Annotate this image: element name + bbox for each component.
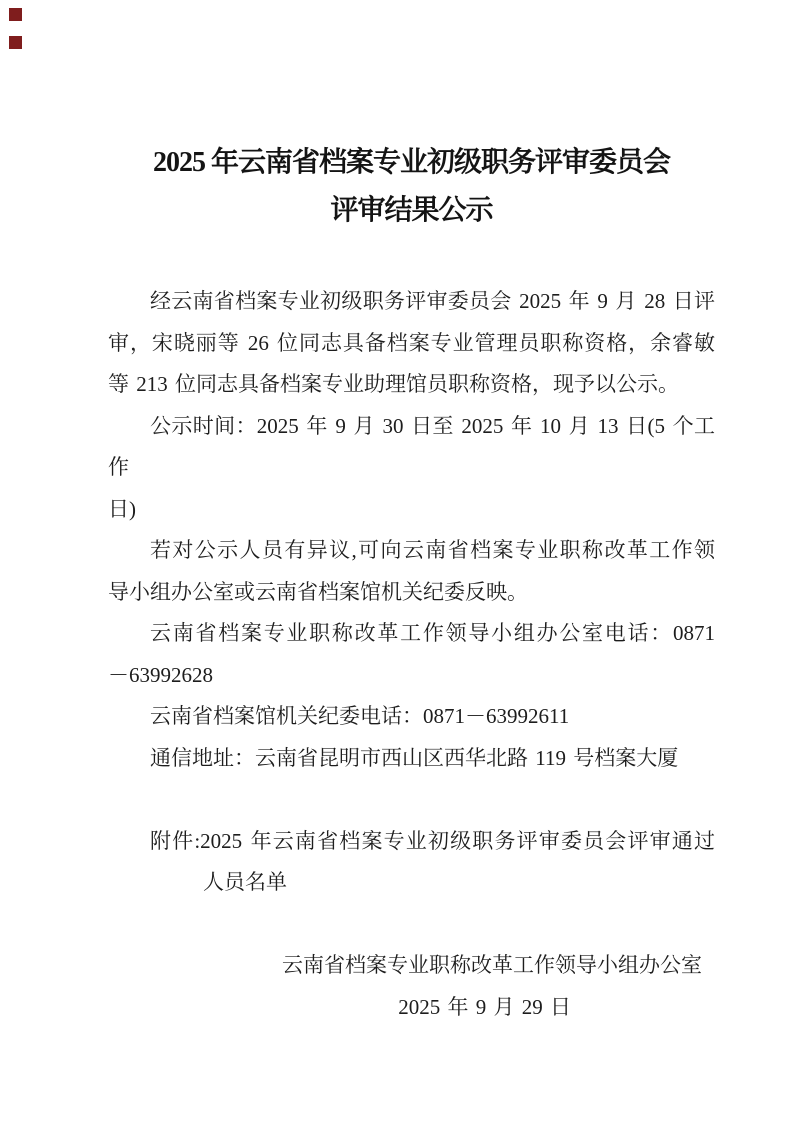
body-line-8: 云南省档案专业职称改革工作领导小组办公室电话：0871 (150, 621, 715, 645)
body-line-1: 经云南省档案专业初级职务评审委员会 2025 年 9 月 28 日评 (150, 289, 715, 313)
document-content (108, 0, 715, 1028)
title-line-2: 评审结果公示 (330, 195, 493, 226)
red-corner-mark-bottom (9, 36, 22, 49)
body-line-9: －63992628 (108, 662, 213, 687)
body-line-4: 公示时间：2025 年 9 月 30 日至 2025 年 10 月 13 日(5 个工作 (108, 413, 715, 479)
body-line-6: 若对公示人员有异议,可向云南省档案专业职称改革工作领 (150, 538, 715, 562)
body-line-5: 日) (108, 496, 136, 521)
date-line: 2025 年 9 月 29 日 (398, 994, 571, 1019)
document-title (108, 139, 715, 235)
attachment-line-1: 附件:2025 年云南省档案专业初级职务评审委员会评审通过 (150, 828, 715, 853)
red-corner-mark-top (9, 8, 22, 21)
body-line-7: 导小组办公室或云南省档案馆机关纪委反映。 (108, 579, 528, 604)
document-body (108, 281, 715, 1028)
body-line-10: 云南省档案馆机关纪委电话：0871－63992611 (150, 704, 570, 728)
title-line-1: 2025 年云南省档案专业初级职务评审委员会 (152, 147, 670, 178)
blank-line (108, 779, 715, 821)
blank-line (108, 904, 715, 946)
body-line-11: 通信地址：云南省昆明市西山区西华北路 119 号档案大厦 (150, 745, 679, 770)
body-line-2: 审，宋晓丽等 26 位同志具备档案专业管理员职称资格，余睿敏 (108, 330, 715, 355)
attachment-line-2: 人员名单 (203, 870, 287, 894)
signature-line: 云南省档案专业职称改革工作领导小组办公室 (282, 953, 702, 977)
body-line-3: 等 213 位同志具备档案专业助理馆员职称资格，现予以公示。 (108, 372, 679, 396)
